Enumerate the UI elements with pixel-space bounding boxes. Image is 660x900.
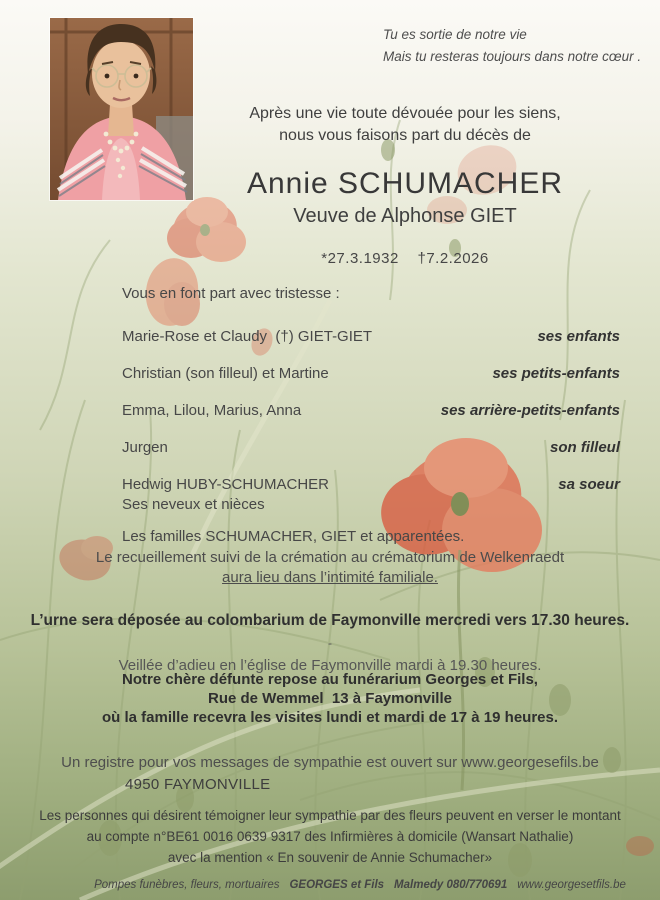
ceremony-block [0,549,660,674]
family-row [122,402,620,419]
family-names: Hedwig HUBY-SCHUMACHER [122,476,329,493]
family-intro: Vous en font part avec tristesse : [122,285,340,302]
family-row [122,328,620,345]
footer-company: GEORGES et Fils [289,879,385,891]
funeral-home-line-2: Rue de Wemmel 13 à Faymonville [208,690,452,708]
funeral-home-line-3: où la famille recevra les visites lundi et mardi de 17 à 19 heures. [101,709,559,727]
family-row [122,439,620,456]
deceased-name: Annie SCHUMACHER [246,167,564,201]
cremation-line-1: Le recueillement suivi de la crémation au crématorium de Welkenraedt [95,549,565,566]
birth-death-dates: *27.3.1932 †7.2.2026 [321,250,489,268]
quote-line-2: Mais tu resteras toujours dans notre cœur . [383,48,642,64]
family-names: Jurgen [122,439,168,456]
donation-line-3: avec la mention « En souvenir de Annie Schumacher» [167,849,493,865]
memorial-quote [383,24,641,67]
intro-line-1: Après une vie toute dévouée pour les siens, [249,105,561,122]
intro-line-2: nous vous faisons part du décès de [279,126,531,144]
families-line: Les familles SCHUMACHER, GIET et apparentées. [122,528,465,545]
family-relation: son filleul [549,439,620,456]
family-relation: ses arrière-petits-enfants [440,402,620,419]
footer-website: www.georgesetfils.be [517,879,626,891]
announcement-header [150,103,660,267]
funeral-company-footer [80,879,640,891]
funeral-home-line-1: Notre chère défunte repose au funérarium Georges et Fils, [122,671,538,688]
urn-line: L’urne sera déposée au colombarium de Faymonville mercredi vers 17.30 heures. [30,612,630,629]
family-names: Christian (son filleul) et Martine [122,365,329,382]
funeral-home-block [0,670,660,771]
vigil-line: Veillée d’adieu en l’église de Faymonville mardi à 19.30 heures. [118,657,542,674]
donation-line-1: Les personnes qui désirent témoigner leur sympathie par des fleurs peuvent en verser le montant [39,808,621,823]
family-names: Emma, Lilou, Marius, Anna [122,402,302,419]
family-row [122,476,620,493]
donation-line-2: au compte n°BE61 0016 0639 9317 des Infirmières à domicile (Wansart Nathalie) [86,828,574,844]
city-line: 4950 FAYMONVILLE [125,776,271,793]
cremation-line-2: aura lieu dans l’intimité familiale. [222,569,438,586]
family-relation: ses enfants [537,328,620,345]
donation-block [20,806,640,869]
quote-line-1: Tu es sortie de notre vie [383,27,527,42]
family-names: Marie-Rose et Claudy (†) GIET-GIET [122,328,373,345]
footer-contact: Malmedy 080/770691 [394,879,508,891]
family-relation: sa soeur [558,476,620,493]
separator-dash: - [328,636,332,650]
family-list [122,285,620,545]
deceased-subtitle: Veuve de Alphonse GIET [293,205,517,228]
nephews-line: Ses neveux et nièces [122,496,265,513]
register-line: Un registre pour vos messages de sympathie est ouvert sur www.georgesefils.be [61,753,599,771]
family-row [122,365,620,382]
neck [108,104,134,136]
footer-prefix: Pompes funèbres, fleurs, mortuaires [94,879,280,891]
family-relation: ses petits-enfants [492,365,620,382]
